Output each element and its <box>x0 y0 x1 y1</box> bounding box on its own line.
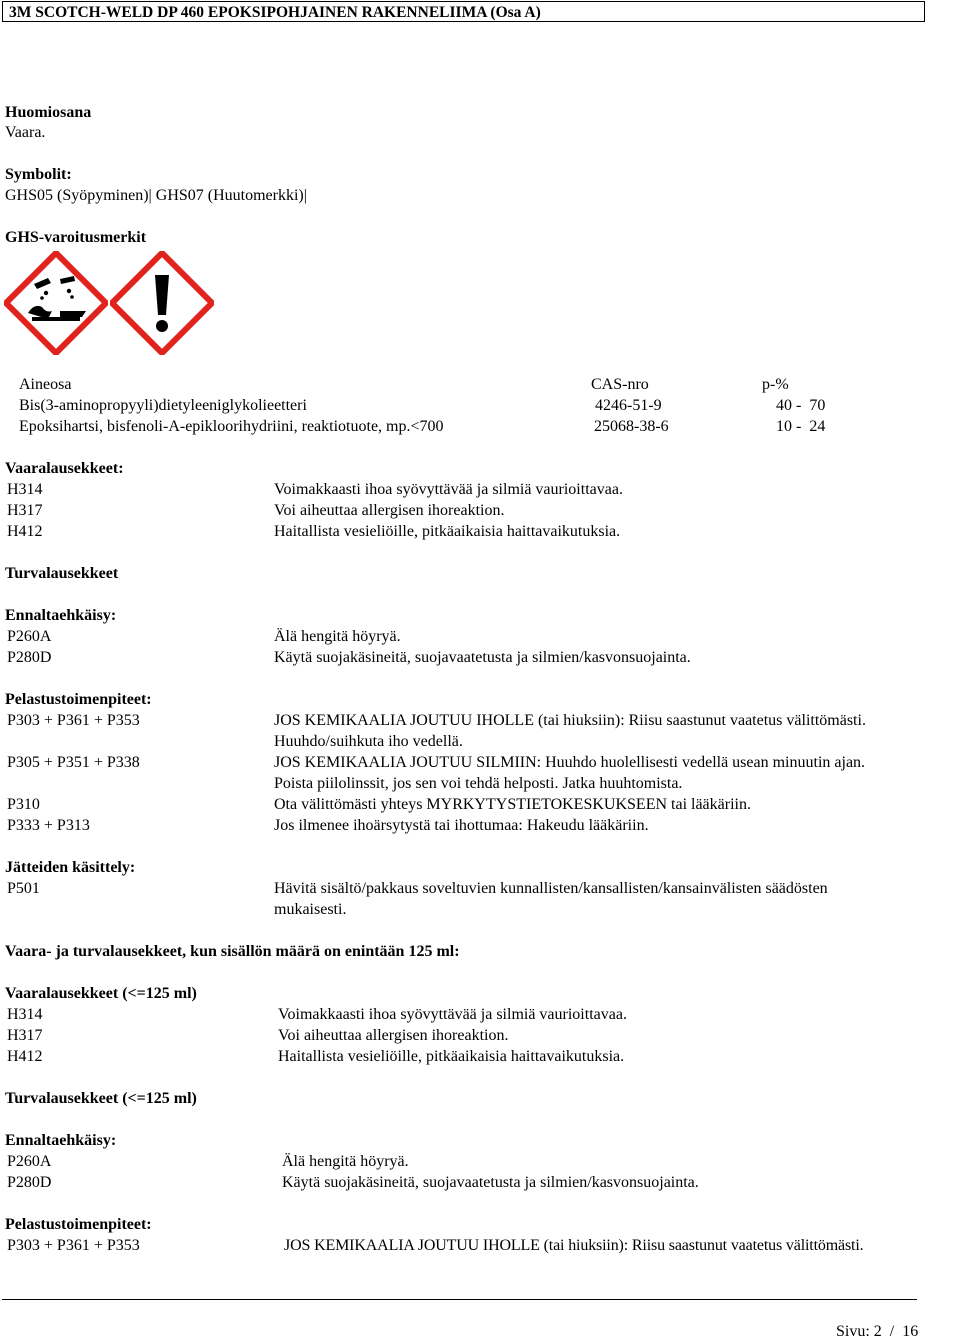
hazard-text: Voimakkaasti ihoa syövyttävää ja silmiä vaurioittavaa. <box>274 481 623 498</box>
precaution-code: P260A <box>7 1153 52 1170</box>
prevention-heading: Ennaltaehkäisy: <box>5 607 117 624</box>
precaution-text: Hävitä sisältö/pakkaus soveltuvien kunnallisten/kansallisten/kansainvälisten säädösten <box>274 880 828 897</box>
hazard-code: H314 <box>7 1006 43 1023</box>
ingredient-name: Epoksihartsi, bisfenoli-A-epikloorihydriini, reaktiotuote, mp.<700 <box>19 418 444 435</box>
symbols-value: GHS05 (Syöpyminen)| GHS07 (Huutomerkki)| <box>5 187 307 204</box>
ingredient-col-name-header: Aineosa <box>19 376 72 393</box>
small-precaution-heading: Turvalausekkeet (<=125 ml) <box>5 1090 197 1107</box>
signal-word-heading: Huomiosana <box>5 104 92 121</box>
precaution-text: Älä hengitä höyryä. <box>282 1153 409 1170</box>
exclamation-mark-icon <box>110 251 214 355</box>
precaution-text-continued: Poista piilolinssit, jos sen voi tehdä helposti. Jatka huuhtomista. <box>274 775 683 792</box>
footer-divider <box>2 1299 917 1300</box>
ingredient-pct: 40 - 70 <box>776 397 826 414</box>
precaution-text: Älä hengitä höyryä. <box>274 628 401 645</box>
document-header <box>2 1 925 22</box>
precaution-code: P280D <box>7 649 52 666</box>
precaution-text-continued: mukaisesti. <box>274 901 347 918</box>
precaution-code: P303 + P361 + P353 <box>7 1237 140 1254</box>
precaution-text: JOS KEMIKAALIA JOUTUU IHOLLE (tai hiuksiin): Riisu saastunut vaatetus välittömästi. <box>274 712 866 729</box>
small-prevention-heading: Ennaltaehkäisy: <box>5 1132 117 1149</box>
ingredient-col-pct-header: p-% <box>762 376 789 393</box>
page-number: Sivu: 2 / 16 <box>836 1323 919 1340</box>
hazard-text: Haitallista vesieliöille, pitkäaikaisia haittavaikutuksia. <box>274 523 621 540</box>
precaution-code: P305 + P351 + P338 <box>7 754 140 771</box>
precaution-code: P333 + P313 <box>7 817 90 834</box>
small-hazard-heading: Vaaralausekkeet (<=125 ml) <box>5 985 197 1002</box>
small-package-heading: Vaara- ja turvalausekkeet, kun sisällön määrä on enintään 125 ml: <box>5 943 460 960</box>
precaution-code: P280D <box>7 1174 52 1191</box>
ingredient-cas: 25068-38-6 <box>594 418 669 435</box>
pictograms-heading: GHS-varoitusmerkit <box>5 229 147 246</box>
hazard-code: H317 <box>7 502 43 519</box>
hazard-text: Voi aiheuttaa allergisen ihoreaktion. <box>274 502 505 519</box>
document-title: 3M SCOTCH-WELD DP 460 EPOKSIPOHJAINEN RAKENNELIIMA (Osa A) <box>9 4 541 21</box>
precaution-code: P303 + P361 + P353 <box>7 712 140 729</box>
hazard-code: H314 <box>7 481 43 498</box>
ingredient-col-cas-header: CAS-nro <box>591 376 649 393</box>
precaution-text-continued: Huuhdo/suihkuta iho vedellä. <box>274 733 463 750</box>
precaution-heading: Turvalausekkeet <box>5 565 119 582</box>
hazard-text: Haitallista vesieliöille, pitkäaikaisia haittavaikutuksia. <box>278 1048 625 1065</box>
precaution-text: JOS KEMIKAALIA JOUTUU IHOLLE (tai hiuksiin): Riisu saastunut vaatetus välittömästi. <box>284 1237 864 1254</box>
hazard-code: H317 <box>7 1027 43 1044</box>
hazard-text: Voi aiheuttaa allergisen ihoreaktion. <box>278 1027 509 1044</box>
response-heading: Pelastustoimenpiteet: <box>5 691 152 708</box>
ingredient-pct: 10 - 24 <box>776 418 826 435</box>
corrosion-icon <box>4 251 108 355</box>
hazard-text: Voimakkaasti ihoa syövyttävää ja silmiä vaurioittavaa. <box>278 1006 627 1023</box>
precaution-text: JOS KEMIKAALIA JOUTUU SILMIIN: Huuhdo huolellisesti vedellä usean minuutin ajan. <box>274 754 866 771</box>
ingredient-name: Bis(3-aminopropyyli)dietyleeniglykolieetteri <box>19 397 307 414</box>
precaution-text: Jos ilmenee ihoärsytystä tai ihottumaa: Hakeudu lääkäriin. <box>274 817 649 834</box>
signal-word-value: Vaara. <box>5 124 46 141</box>
precaution-text: Käytä suojakäsineitä, suojavaatetusta ja silmien/kasvonsuojainta. <box>282 1174 699 1191</box>
hazard-heading: Vaaralausekkeet: <box>5 460 124 477</box>
disposal-heading: Jätteiden käsittely: <box>5 859 136 876</box>
precaution-text: Käytä suojakäsineitä, suojavaatetusta ja silmien/kasvonsuojainta. <box>274 649 691 666</box>
precaution-code: P310 <box>7 796 40 813</box>
ingredient-cas: 4246-51-9 <box>595 397 662 414</box>
precaution-text: Ota välittömästi yhteys MYRKYTYSTIETOKESKUKSEEN tai lääkäriin. <box>274 796 751 813</box>
small-response-heading: Pelastustoimenpiteet: <box>5 1216 152 1233</box>
hazard-code: H412 <box>7 1048 43 1065</box>
precaution-code: P260A <box>7 628 52 645</box>
symbols-heading: Symbolit: <box>5 166 72 183</box>
precaution-code: P501 <box>7 880 40 897</box>
hazard-code: H412 <box>7 523 43 540</box>
